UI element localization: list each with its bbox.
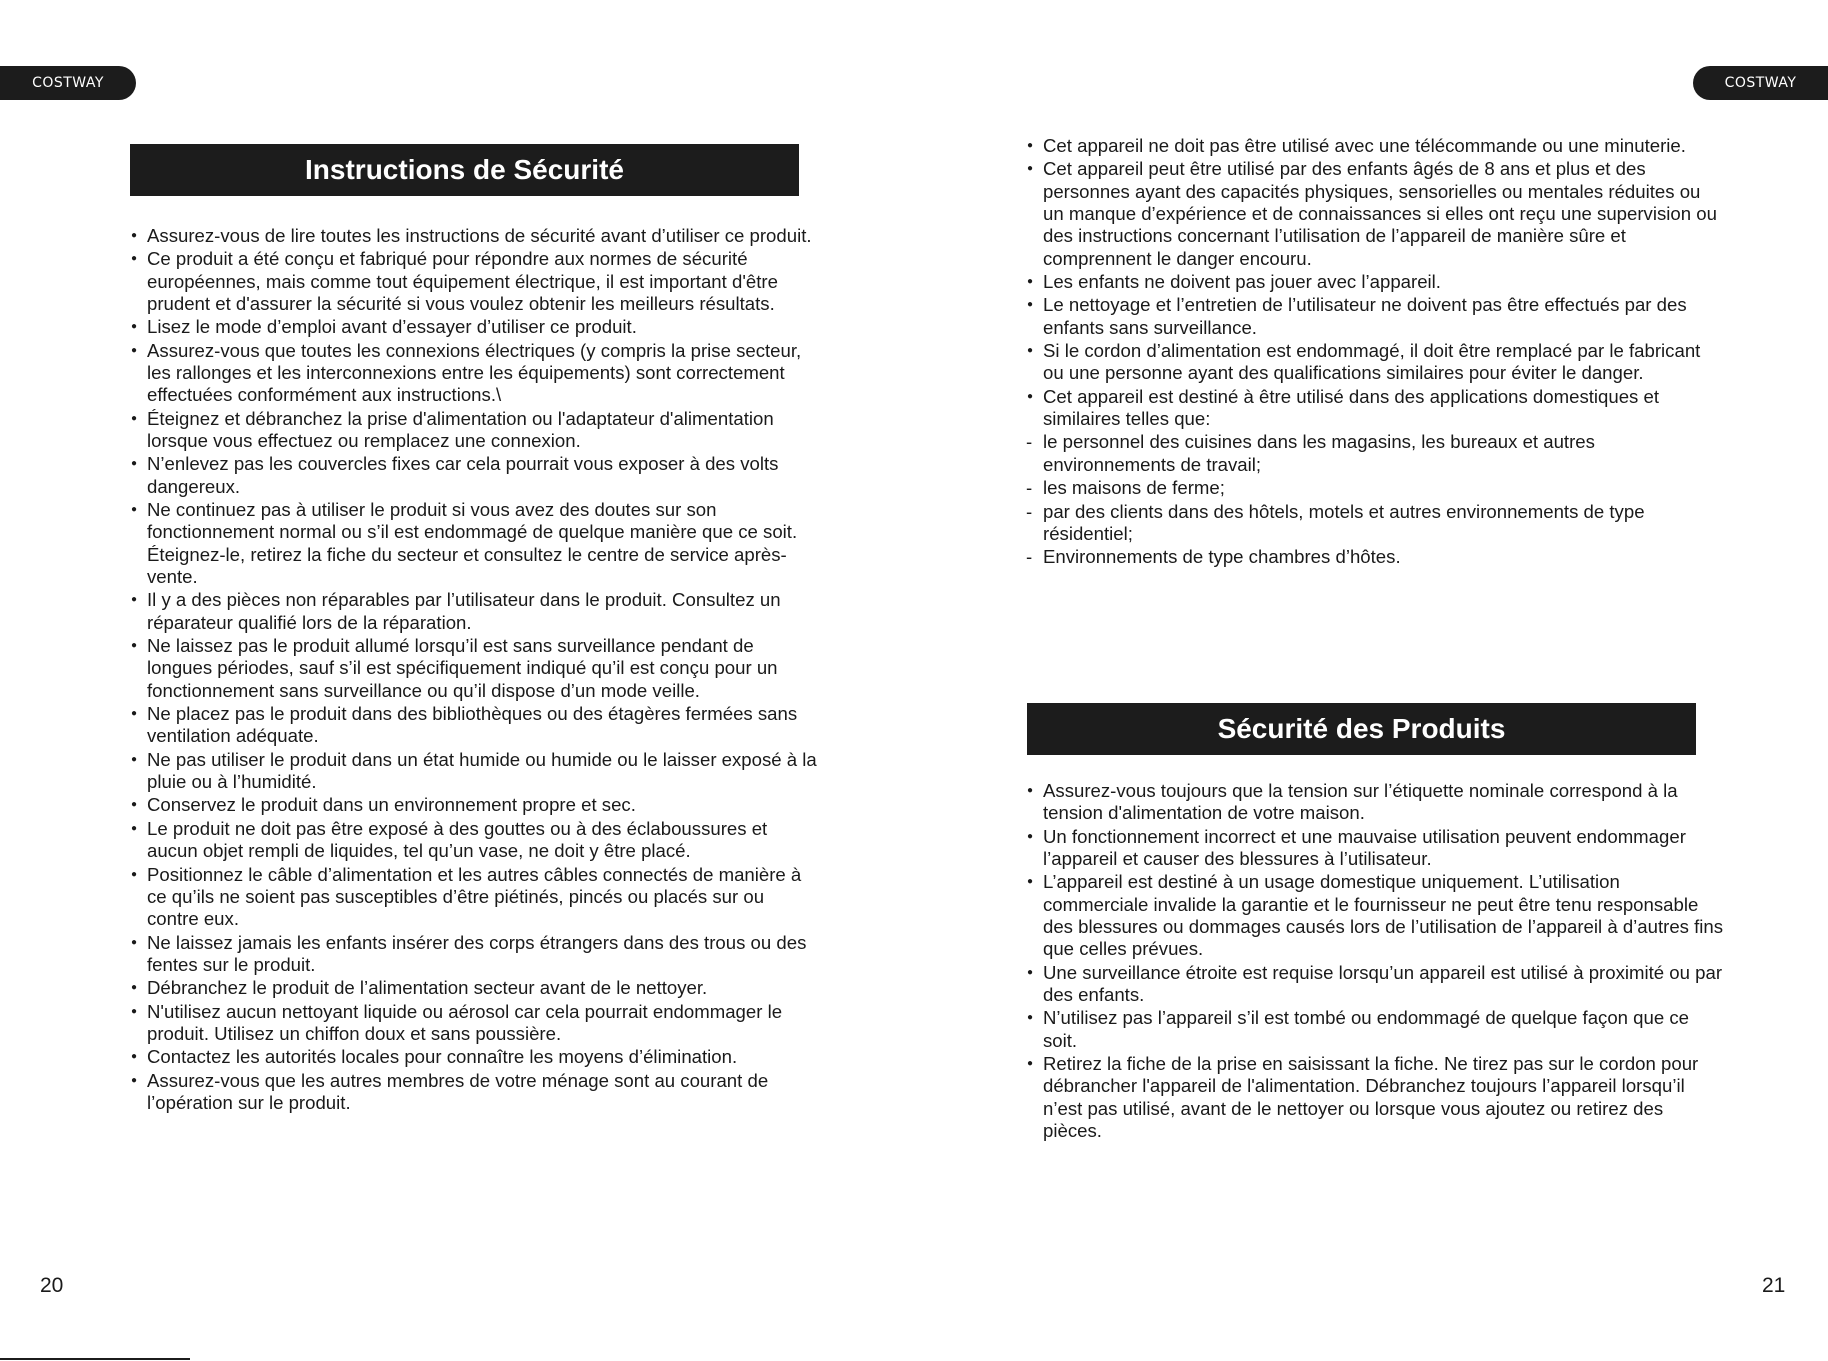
list-item: ● Les enfants ne doivent pas jouer avec l’appareil.	[1026, 271, 1726, 293]
sub-list-item: - le personnel des cuisines dans les magasins, les bureaux et autres environnements de travail;	[1026, 431, 1726, 476]
list-item: ● Le produit ne doit pas être exposé à des gouttes ou à des éclaboussures et aucun objet rempli de liquides, tel qu’un vase, ne doit y être placé.	[130, 818, 820, 863]
sub-list-item: - les maisons de ferme;	[1026, 477, 1726, 499]
list-item: ● N’utilisez pas l’appareil s’il est tombé ou endommagé de quelque façon que ce soit.	[1026, 1007, 1726, 1052]
list-item: ● Débranchez le produit de l’alimentation secteur avant de le nettoyer.	[130, 977, 820, 999]
list-item: ● Ne laissez pas le produit allumé lorsqu’il est sans surveillance pendant de longues périodes, sauf s’il est spécifiquement indiqué qu’il est conçu pour un fonctionnement sans surveillance ou qu’il dispose d’un mode veille.	[130, 635, 820, 702]
list-item: ● Cet appareil peut être utilisé par des enfants âgés de 8 ans et plus et des personnes ayant des capacités physiques, sensorielles ou mentales réduites ou un manque d’expérience et de connaissances si elles ont reçu une supervision ou des instructions concernant l’utilisation de l’appareil de manière sûre et comprennent le danger encouru.	[1026, 158, 1726, 269]
product-safety-list	[1026, 780, 1726, 1143]
list-item: ● N'utilisez aucun nettoyant liquide ou aérosol car cela pourrait endommager le produit. Utilisez un chiffon doux et sans poussière.	[130, 1001, 820, 1046]
list-item: ● Ne laissez jamais les enfants insérer des corps étrangers dans des trous ou des fentes sur le produit.	[130, 932, 820, 977]
list-item: ● Contactez les autorités locales pour connaître les moyens d’élimination.	[130, 1046, 820, 1068]
list-item: ● L’appareil est destiné à un usage domestique uniquement. L’utilisation commerciale invalide la garantie et le fournisseur ne peut être tenu responsable des blessures ou dommages causés lors de l’utilisation de l’appareil à d’autres fins que celles prévues.	[1026, 871, 1726, 960]
list-item: ● Lisez le mode d’emploi avant d’essayer d’utiliser ce produit.	[130, 316, 820, 338]
sub-list-item: - Environnements de type chambres d’hôtes.	[1026, 546, 1726, 568]
sub-list-item: - par des clients dans des hôtels, motels et autres environnements de type résidentiel;	[1026, 501, 1726, 546]
list-item: ● Positionnez le câble d’alimentation et les autres câbles connectés de manière à ce qu’ils ne soient pas susceptibles d’être piétinés, pincés ou placés sur ou contre eux.	[130, 864, 820, 931]
list-item: ● Ne pas utiliser le produit dans un état humide ou humide ou le laisser exposé à la pluie ou à l’humidité.	[130, 749, 820, 794]
brand-tab-left: COSTWAY	[0, 66, 136, 100]
list-item: ● Conservez le produit dans un environnement propre et sec.	[130, 794, 820, 816]
list-item: ● N’enlevez pas les couvercles fixes car cela pourrait vous exposer à des volts dangereux.	[130, 453, 820, 498]
bottom-divider	[0, 1358, 190, 1360]
list-item: ● Une surveillance étroite est requise lorsqu’un appareil est utilisé à proximité ou par des enfants.	[1026, 962, 1726, 1007]
list-item: ● Assurez-vous que toutes les connexions électriques (y compris la prise secteur, les rallonges et les interconnexions entre les équipements) sont correctement effectuées conformément aux instructions.\	[130, 340, 820, 407]
list-item: ● Il y a des pièces non réparables par l’utilisateur dans le produit. Consultez un réparateur qualifié lors de la réparation.	[130, 589, 820, 634]
brand-tab-right: COSTWAY	[1693, 66, 1828, 100]
page-number-right: 21	[1762, 1274, 1786, 1297]
list-item: ● Le nettoyage et l’entretien de l’utilisateur ne doivent pas être effectués par des enfants sans surveillance.	[1026, 294, 1726, 339]
list-item: ● Un fonctionnement incorrect et une mauvaise utilisation peuvent endommager l’appareil et causer des blessures à l’utilisateur.	[1026, 826, 1726, 871]
list-item: ● Cet appareil est destiné à être utilisé dans des applications domestiques et similaires telles que:	[1026, 386, 1726, 431]
section-heading-product-safety: Sécurité des Produits	[1027, 703, 1696, 755]
list-item: ● Assurez-vous toujours que la tension sur l’étiquette nominale correspond à la tension d'alimentation de votre maison.	[1026, 780, 1726, 825]
list-item: ● Assurez-vous que les autres membres de votre ménage sont au courant de l’opération sur le produit.	[130, 1070, 820, 1115]
list-item: ● Ce produit a été conçu et fabriqué pour répondre aux normes de sécurité européennes, mais comme tout équipement électrique, il est important d'être prudent et d'assurer la sécurité si vous voulez obtenir les meilleurs résultats.	[130, 248, 820, 315]
list-item: ● Assurez-vous de lire toutes les instructions de sécurité avant d’utiliser ce produit.	[130, 225, 820, 247]
safety-instructions-list	[130, 225, 820, 1115]
list-item: ● Retirez la fiche de la prise en saisissant la fiche. Ne tirez pas sur le cordon pour débrancher l'appareil de l'alimentation. Débranchez toujours l’appareil lorsqu’il n’est pas utilisé, avant de le nettoyer ou lorsque vous ajoutez ou retirez des pièces.	[1026, 1053, 1726, 1142]
section-heading-safety-instructions: Instructions de Sécurité	[130, 144, 799, 196]
page-number-left: 20	[40, 1274, 64, 1297]
list-item: ● Ne continuez pas à utiliser le produit si vous avez des doutes sur son fonctionnement normal ou s’il est endommagé de quelque manière que ce soit. Éteignez-le, retirez la fiche du secteur et consultez le centre de service après-vente.	[130, 499, 820, 588]
list-item: ● Ne placez pas le produit dans des bibliothèques ou des étagères fermées sans ventilation adéquate.	[130, 703, 820, 748]
list-item: ● Éteignez et débranchez la prise d'alimentation ou l'adaptateur d'alimentation lorsque vous effectuez ou remplacez une connexion.	[130, 408, 820, 453]
list-item: ● Cet appareil ne doit pas être utilisé avec une télécommande ou une minuterie.	[1026, 135, 1726, 157]
safety-instructions-continued-list	[1026, 135, 1726, 570]
list-item: ● Si le cordon d’alimentation est endommagé, il doit être remplacé par le fabricant ou une personne ayant des qualifications similaires pour éviter le danger.	[1026, 340, 1726, 385]
